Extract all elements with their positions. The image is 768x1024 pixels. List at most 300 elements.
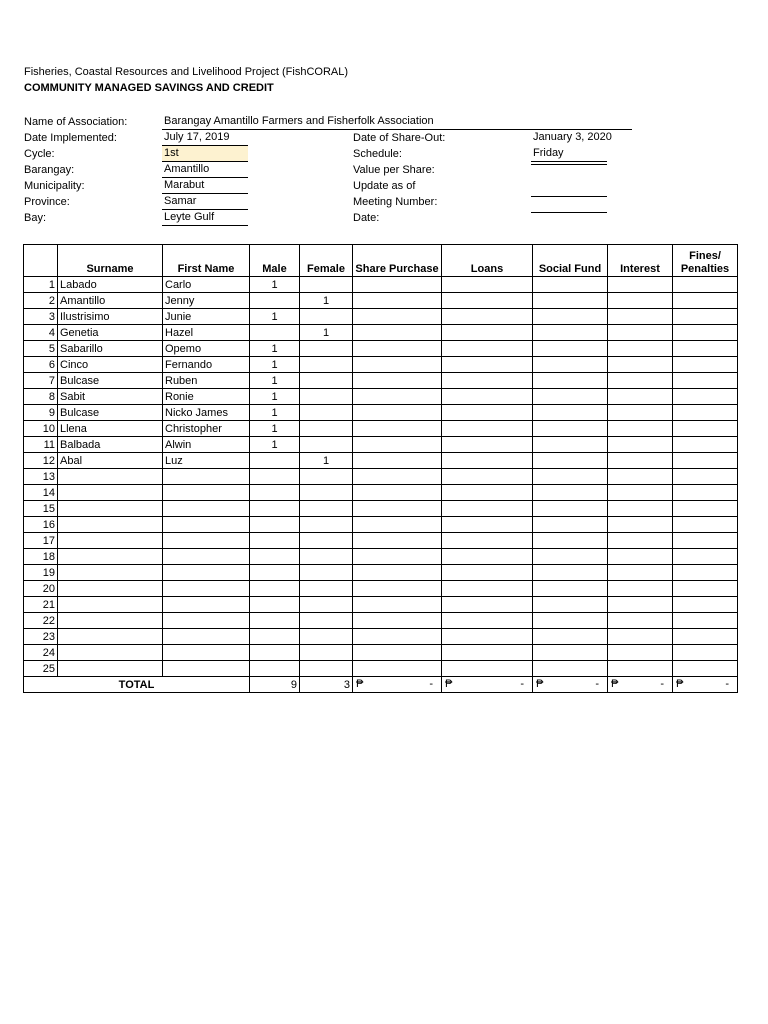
loans-cell xyxy=(442,293,533,309)
row-number: 15 xyxy=(24,501,58,517)
association-value: Barangay Amantillo Farmers and Fisherfolk Association xyxy=(162,114,632,130)
province-label: Province: xyxy=(24,196,70,208)
first-name-cell xyxy=(163,613,250,629)
table-row xyxy=(24,549,738,565)
row-number: 7 xyxy=(24,373,58,389)
loans-cell xyxy=(442,325,533,341)
social-fund-cell xyxy=(533,421,608,437)
loans-cell xyxy=(442,437,533,453)
first-name-header: First Name xyxy=(163,245,250,277)
amount-value: - xyxy=(595,678,599,690)
surname-cell: Sabit xyxy=(58,389,163,405)
share-purchase-cell xyxy=(353,485,442,501)
surname-cell: Ilustrisimo xyxy=(58,309,163,325)
social-fund-cell xyxy=(533,469,608,485)
interest-cell xyxy=(608,517,673,533)
row-number: 11 xyxy=(24,437,58,453)
amount-value: - xyxy=(725,678,729,690)
loans-cell xyxy=(442,613,533,629)
fines-cell xyxy=(673,293,738,309)
loans-cell xyxy=(442,485,533,501)
social-fund-header: Social Fund xyxy=(533,245,608,277)
interest-cell xyxy=(608,549,673,565)
share-purchase-cell xyxy=(353,293,442,309)
share-purchase-cell xyxy=(353,629,442,645)
share-purchase-cell xyxy=(353,357,442,373)
female-cell xyxy=(300,341,353,357)
row-number: 24 xyxy=(24,645,58,661)
table-row xyxy=(24,645,738,661)
table-row xyxy=(24,373,738,389)
share-purchase-cell xyxy=(353,277,442,293)
date-implemented-value: July 17, 2019 xyxy=(162,130,248,146)
peso-sign: ₱ xyxy=(676,678,684,690)
surname-cell: Amantillo xyxy=(58,293,163,309)
male-cell: 1 xyxy=(250,309,300,325)
male-cell xyxy=(250,581,300,597)
male-cell xyxy=(250,501,300,517)
fines-cell xyxy=(673,389,738,405)
female-cell xyxy=(300,421,353,437)
loans-cell xyxy=(442,469,533,485)
social-fund-cell xyxy=(533,293,608,309)
row-number: 10 xyxy=(24,421,58,437)
bay-value: Leyte Gulf xyxy=(162,210,248,226)
table-row xyxy=(24,405,738,421)
female-cell xyxy=(300,517,353,533)
bay-label: Bay: xyxy=(24,212,47,224)
interest-cell xyxy=(608,309,673,325)
peso-sign: ₱ xyxy=(356,678,364,690)
share-purchase-cell xyxy=(353,613,442,629)
loans-cell xyxy=(442,373,533,389)
social-fund-cell xyxy=(533,405,608,421)
interest-cell xyxy=(608,421,673,437)
share-purchase-cell xyxy=(353,549,442,565)
interest-cell xyxy=(608,437,673,453)
peso-sign: ₱ xyxy=(611,678,619,690)
loans-cell xyxy=(442,629,533,645)
date-implemented-label: Date Implemented: xyxy=(24,132,117,144)
male-cell xyxy=(250,485,300,501)
male-cell xyxy=(250,629,300,645)
loans-cell xyxy=(442,501,533,517)
first-name-cell xyxy=(163,581,250,597)
surname-cell: Bulcase xyxy=(58,405,163,421)
male-cell: 1 xyxy=(250,437,300,453)
social-fund-cell xyxy=(533,645,608,661)
interest-cell xyxy=(608,485,673,501)
first-name-cell: Alwin xyxy=(163,437,250,453)
fines-cell xyxy=(673,469,738,485)
share-purchase-cell xyxy=(353,565,442,581)
surname-header: Surname xyxy=(58,245,163,277)
interest-cell xyxy=(608,453,673,469)
first-name-cell xyxy=(163,645,250,661)
table-row xyxy=(24,341,738,357)
row-number: 6 xyxy=(24,357,58,373)
female-cell xyxy=(300,629,353,645)
female-cell xyxy=(300,277,353,293)
table-row xyxy=(24,309,738,325)
female-cell: 1 xyxy=(300,293,353,309)
female-cell xyxy=(300,613,353,629)
share-purchase-cell xyxy=(353,341,442,357)
table-row xyxy=(24,357,738,373)
update-as-of-label: Update as of xyxy=(353,180,416,192)
share-purchase-cell xyxy=(353,437,442,453)
fines-cell xyxy=(673,453,738,469)
surname-cell: Genetia xyxy=(58,325,163,341)
amount-value: - xyxy=(429,678,433,690)
loans-cell xyxy=(442,661,533,677)
peso-sign: ₱ xyxy=(445,678,453,690)
social-fund-cell xyxy=(533,325,608,341)
first-name-cell xyxy=(163,549,250,565)
share-purchase-cell xyxy=(353,581,442,597)
table-row xyxy=(24,421,738,437)
male-cell: 1 xyxy=(250,277,300,293)
share-purchase-cell xyxy=(353,325,442,341)
loans-cell xyxy=(442,341,533,357)
fines-cell xyxy=(673,357,738,373)
surname-cell: Abal xyxy=(58,453,163,469)
first-name-cell: Nicko James xyxy=(163,405,250,421)
interest-cell xyxy=(608,469,673,485)
share-out-value: January 3, 2020 xyxy=(533,131,612,143)
row-number: 5 xyxy=(24,341,58,357)
share-purchase-cell xyxy=(353,501,442,517)
row-number: 25 xyxy=(24,661,58,677)
female-cell xyxy=(300,597,353,613)
first-name-cell xyxy=(163,469,250,485)
total-loans xyxy=(442,677,533,693)
row-number: 19 xyxy=(24,565,58,581)
total-interest xyxy=(608,677,673,693)
surname-cell: Sabarillo xyxy=(58,341,163,357)
table-row xyxy=(24,661,738,677)
table-row xyxy=(24,325,738,341)
social-fund-cell xyxy=(533,661,608,677)
fines-cell xyxy=(673,309,738,325)
surname-cell: Llena xyxy=(58,421,163,437)
fines-cell xyxy=(673,437,738,453)
female-cell xyxy=(300,549,353,565)
first-name-cell: Hazel xyxy=(163,325,250,341)
social-fund-cell xyxy=(533,389,608,405)
share-purchase-cell xyxy=(353,597,442,613)
fines-cell xyxy=(673,645,738,661)
row-number: 2 xyxy=(24,293,58,309)
fines-cell xyxy=(673,533,738,549)
male-cell xyxy=(250,645,300,661)
interest-cell xyxy=(608,645,673,661)
loans-cell xyxy=(442,277,533,293)
surname-cell xyxy=(58,629,163,645)
first-name-cell xyxy=(163,485,250,501)
male-cell: 1 xyxy=(250,389,300,405)
male-cell xyxy=(250,565,300,581)
social-fund-cell xyxy=(533,485,608,501)
social-fund-cell xyxy=(533,517,608,533)
fines-cell xyxy=(673,405,738,421)
social-fund-cell xyxy=(533,277,608,293)
row-number: 1 xyxy=(24,277,58,293)
document-title: COMMUNITY MANAGED SAVINGS AND CREDIT xyxy=(24,82,274,94)
association-info xyxy=(24,114,744,234)
row-number: 17 xyxy=(24,533,58,549)
cycle-value: 1st xyxy=(162,146,248,162)
social-fund-cell xyxy=(533,357,608,373)
interest-cell xyxy=(608,357,673,373)
male-cell xyxy=(250,661,300,677)
surname-cell xyxy=(58,485,163,501)
female-cell: 1 xyxy=(300,325,353,341)
share-purchase-cell xyxy=(353,389,442,405)
loans-cell xyxy=(442,309,533,325)
table-row xyxy=(24,581,738,597)
female-cell xyxy=(300,485,353,501)
surname-cell xyxy=(58,469,163,485)
table-row xyxy=(24,277,738,293)
surname-cell xyxy=(58,565,163,581)
social-fund-cell xyxy=(533,581,608,597)
loans-header: Loans xyxy=(442,245,533,277)
members-table xyxy=(23,244,738,693)
interest-cell xyxy=(608,341,673,357)
amount-value: - xyxy=(520,678,524,690)
first-name-cell xyxy=(163,661,250,677)
interest-header: Interest xyxy=(608,245,673,277)
row-number: 16 xyxy=(24,517,58,533)
fines-cell xyxy=(673,485,738,501)
first-name-cell: Luz xyxy=(163,453,250,469)
social-fund-cell xyxy=(533,613,608,629)
first-name-cell xyxy=(163,597,250,613)
female-cell xyxy=(300,581,353,597)
female-cell xyxy=(300,373,353,389)
fines-cell xyxy=(673,421,738,437)
interest-cell xyxy=(608,277,673,293)
table-row xyxy=(24,501,738,517)
barangay-label: Barangay: xyxy=(24,164,75,176)
total-female: 3 xyxy=(300,677,353,693)
first-name-cell: Fernando xyxy=(163,357,250,373)
interest-cell xyxy=(608,373,673,389)
row-number: 14 xyxy=(24,485,58,501)
association-label: Name of Association: xyxy=(24,116,128,128)
share-purchase-cell xyxy=(353,309,442,325)
interest-cell xyxy=(608,629,673,645)
share-out-label: Date of Share-Out: xyxy=(353,132,446,144)
table-row xyxy=(24,629,738,645)
schedule-value: Friday xyxy=(531,146,607,162)
table-row xyxy=(24,485,738,501)
row-number: 13 xyxy=(24,469,58,485)
table-row xyxy=(24,597,738,613)
first-name-cell: Opemo xyxy=(163,341,250,357)
female-cell xyxy=(300,469,353,485)
fines-cell xyxy=(673,373,738,389)
female-cell xyxy=(300,661,353,677)
province-value: Samar xyxy=(162,194,248,210)
first-name-cell xyxy=(163,629,250,645)
row-number: 4 xyxy=(24,325,58,341)
surname-cell xyxy=(58,517,163,533)
meeting-number-label: Meeting Number: xyxy=(353,196,438,208)
fines-penalties-header: Fines/ Penalties xyxy=(673,245,738,277)
loans-cell xyxy=(442,421,533,437)
social-fund-cell xyxy=(533,629,608,645)
interest-cell xyxy=(608,293,673,309)
row-number: 8 xyxy=(24,389,58,405)
table-row xyxy=(24,437,738,453)
fines-cell xyxy=(673,581,738,597)
total-label: TOTAL xyxy=(24,677,250,693)
row-number: 18 xyxy=(24,549,58,565)
row-number: 3 xyxy=(24,309,58,325)
male-cell xyxy=(250,549,300,565)
female-cell xyxy=(300,389,353,405)
municipality-value: Marabut xyxy=(162,178,248,194)
share-purchase-cell xyxy=(353,405,442,421)
social-fund-cell xyxy=(533,565,608,581)
total-row xyxy=(24,677,738,693)
row-number: 23 xyxy=(24,629,58,645)
table-row xyxy=(24,293,738,309)
total-male: 9 xyxy=(250,677,300,693)
table-row xyxy=(24,565,738,581)
table-row xyxy=(24,613,738,629)
no-header xyxy=(24,245,58,277)
meeting-number-value xyxy=(531,196,607,197)
female-header: Female xyxy=(300,245,353,277)
female-cell xyxy=(300,645,353,661)
first-name-cell: Jenny xyxy=(163,293,250,309)
male-cell: 1 xyxy=(250,341,300,357)
social-fund-cell xyxy=(533,341,608,357)
male-cell xyxy=(250,453,300,469)
row-number: 22 xyxy=(24,613,58,629)
female-cell xyxy=(300,533,353,549)
male-cell xyxy=(250,517,300,533)
female-cell xyxy=(300,501,353,517)
interest-cell xyxy=(608,501,673,517)
cycle-label: Cycle: xyxy=(24,148,55,160)
surname-cell: Cinco xyxy=(58,357,163,373)
table-row xyxy=(24,533,738,549)
surname-cell xyxy=(58,613,163,629)
share-purchase-cell xyxy=(353,469,442,485)
fines-cell xyxy=(673,277,738,293)
surname-cell: Balbada xyxy=(58,437,163,453)
share-purchase-header: Share Purchase xyxy=(353,245,442,277)
interest-cell xyxy=(608,325,673,341)
interest-cell xyxy=(608,581,673,597)
male-cell xyxy=(250,469,300,485)
surname-cell: Bulcase xyxy=(58,373,163,389)
male-header: Male xyxy=(250,245,300,277)
total-social-fund xyxy=(533,677,608,693)
fines-cell xyxy=(673,597,738,613)
social-fund-cell xyxy=(533,533,608,549)
first-name-cell xyxy=(163,501,250,517)
surname-cell xyxy=(58,597,163,613)
social-fund-cell xyxy=(533,501,608,517)
interest-cell xyxy=(608,405,673,421)
fines-cell xyxy=(673,325,738,341)
surname-cell xyxy=(58,645,163,661)
value-per-share-value xyxy=(531,164,607,165)
male-cell: 1 xyxy=(250,373,300,389)
loans-cell xyxy=(442,597,533,613)
fines-cell xyxy=(673,341,738,357)
interest-cell xyxy=(608,565,673,581)
interest-cell xyxy=(608,533,673,549)
fines-cell xyxy=(673,517,738,533)
loans-cell xyxy=(442,549,533,565)
interest-cell xyxy=(608,389,673,405)
share-purchase-cell xyxy=(353,661,442,677)
surname-cell: Labado xyxy=(58,277,163,293)
loans-cell xyxy=(442,453,533,469)
fines-cell xyxy=(673,629,738,645)
social-fund-cell xyxy=(533,309,608,325)
share-purchase-cell xyxy=(353,645,442,661)
first-name-cell xyxy=(163,517,250,533)
total-fines xyxy=(673,677,738,693)
loans-cell xyxy=(442,357,533,373)
female-cell xyxy=(300,309,353,325)
loans-cell xyxy=(442,565,533,581)
loans-cell xyxy=(442,581,533,597)
share-purchase-cell xyxy=(353,533,442,549)
female-cell: 1 xyxy=(300,453,353,469)
surname-cell xyxy=(58,501,163,517)
female-cell xyxy=(300,437,353,453)
row-number: 20 xyxy=(24,581,58,597)
first-name-cell: Ronie xyxy=(163,389,250,405)
fines-cell xyxy=(673,613,738,629)
table-row xyxy=(24,517,738,533)
social-fund-cell xyxy=(533,453,608,469)
row-number: 21 xyxy=(24,597,58,613)
loans-cell xyxy=(442,405,533,421)
share-purchase-cell xyxy=(353,517,442,533)
social-fund-cell xyxy=(533,597,608,613)
loans-cell xyxy=(442,517,533,533)
male-cell xyxy=(250,613,300,629)
share-purchase-cell xyxy=(353,421,442,437)
surname-cell xyxy=(58,549,163,565)
barangay-value: Amantillo xyxy=(162,162,248,178)
surname-cell xyxy=(58,533,163,549)
male-cell xyxy=(250,293,300,309)
first-name-cell: Ruben xyxy=(163,373,250,389)
fines-cell xyxy=(673,501,738,517)
table-header-row xyxy=(24,245,738,277)
fines-cell xyxy=(673,565,738,581)
schedule-label: Schedule: xyxy=(353,148,402,160)
male-cell xyxy=(250,597,300,613)
loans-cell xyxy=(442,645,533,661)
share-purchase-cell xyxy=(353,453,442,469)
project-title: Fisheries, Coastal Resources and Livelihood Project (FishCORAL) xyxy=(24,66,349,78)
fines-cell xyxy=(673,661,738,677)
female-cell xyxy=(300,565,353,581)
row-number: 9 xyxy=(24,405,58,421)
first-name-cell xyxy=(163,565,250,581)
